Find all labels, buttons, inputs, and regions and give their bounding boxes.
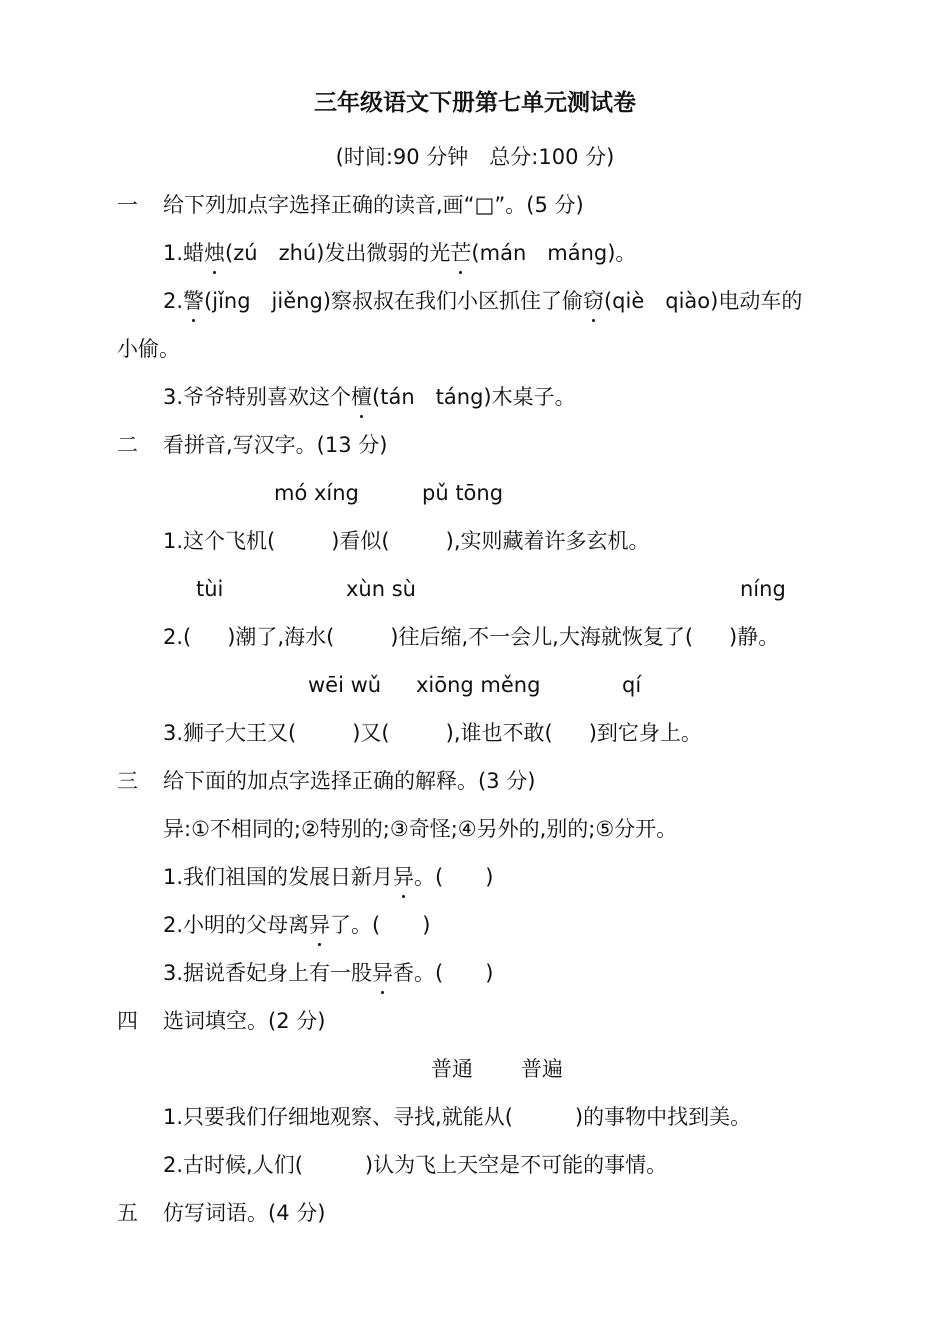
question-text: 2.小明的父母离 xyxy=(163,913,310,937)
section-instruction: 仿写词语。(4 分) xyxy=(163,1201,326,1225)
question-text: (mán máng)。 xyxy=(471,241,637,265)
question-text: )静。 xyxy=(729,625,780,649)
question-text: 小偷。 xyxy=(117,337,180,361)
dotted-character: 警 xyxy=(183,284,204,318)
dotted-character: 烛 xyxy=(204,236,225,270)
question-text: ),谁也不敢( xyxy=(445,721,553,745)
pinyin-prompt: xiōng měng xyxy=(416,673,541,697)
section-instruction: 给下列加点字选择正确的读音,画“□”。(5 分) xyxy=(163,193,584,217)
question-2-1 xyxy=(0,524,950,558)
section-number: 三 xyxy=(117,769,138,793)
question-text: 了。( ) xyxy=(330,913,431,937)
section-3-heading xyxy=(0,764,950,798)
dotted-character: 异 xyxy=(309,908,330,942)
question-4-2 xyxy=(0,1148,950,1182)
dotted-character: 异 xyxy=(393,860,414,894)
section-number: 二 xyxy=(117,433,138,457)
question-3-2 xyxy=(0,908,950,942)
question-1-2-continued xyxy=(0,332,950,366)
section-5-heading xyxy=(0,1196,950,1230)
question-text: )认为飞上天空是不可能的事情。 xyxy=(364,1153,668,1177)
question-1-2 xyxy=(0,284,950,318)
question-text: )到它身上。 xyxy=(588,721,702,745)
question-text: )的事物中找到美。 xyxy=(574,1105,752,1129)
question-text: 。( ) xyxy=(414,865,494,889)
question-text: 1.蜡 xyxy=(163,241,205,265)
section-2-heading xyxy=(0,428,950,462)
section-number: 五 xyxy=(117,1201,138,1225)
question-text: 2.古时候,人们( xyxy=(163,1153,303,1177)
word-choice: 普遍 xyxy=(521,1057,563,1081)
question-text: )往后缩,不一会儿,大海就恢复了( xyxy=(390,625,694,649)
dotted-character: 异 xyxy=(372,956,393,990)
section-instruction: 选词填空。(2 分) xyxy=(163,1009,326,1033)
pinyin-prompt: níng xyxy=(740,577,786,601)
question-text: (jǐng jiěng)察叔叔在我们小区抓住了偷 xyxy=(204,289,583,313)
question-text: 1.只要我们仔细地观察、寻找,就能从( xyxy=(163,1105,513,1129)
section-4-heading xyxy=(0,1004,950,1038)
pinyin-row-2 xyxy=(0,572,950,606)
question-text: 3.据说香妃身上有一股 xyxy=(163,961,373,985)
question-text: 3.狮子大王又( xyxy=(163,721,297,745)
section-number: 四 xyxy=(117,1009,138,1033)
definition-text: 异:①不相同的;②特别的;③奇怪;④另外的,别的;⑤分开。 xyxy=(163,817,678,841)
question-text: 1.这个飞机( xyxy=(163,529,276,553)
pinyin-prompt: mó xíng xyxy=(274,481,359,505)
section-instruction: 看拼音,写汉字。(13 分) xyxy=(163,433,388,457)
page-title: 三年级语文下册第七单元测试卷 xyxy=(314,90,636,116)
question-4-1 xyxy=(0,1100,950,1134)
question-1-3 xyxy=(0,380,950,414)
question-text: 香。( ) xyxy=(393,961,494,985)
question-2-2 xyxy=(0,620,950,654)
dotted-character: 芒 xyxy=(450,236,471,270)
question-text: (qiè qiào)电动车的 xyxy=(603,289,803,313)
question-text: (zú zhú)发出微弱的光 xyxy=(225,241,451,265)
question-text: 1.我们祖国的发展日新月 xyxy=(163,865,394,889)
dotted-character: 檀 xyxy=(351,380,372,414)
question-text: )看似( xyxy=(331,529,390,553)
word-choice: 普通 xyxy=(431,1057,473,1081)
question-1-1 xyxy=(0,236,950,270)
section-1-heading xyxy=(0,188,950,222)
question-text: )潮了,海水( xyxy=(227,625,335,649)
question-text: 2. xyxy=(163,289,184,313)
question-3-1 xyxy=(0,860,950,894)
pinyin-prompt: xùn sù xyxy=(346,577,416,601)
question-text: ),实则藏着许多玄机。 xyxy=(445,529,650,553)
section-number: 一 xyxy=(117,193,138,217)
pinyin-row-3 xyxy=(0,668,950,702)
section-instruction: 给下面的加点字选择正确的解释。(3 分) xyxy=(163,769,536,793)
dotted-character: 窃 xyxy=(583,284,604,318)
pinyin-prompt: qí xyxy=(622,673,642,697)
word-choices xyxy=(0,1052,950,1086)
pinyin-row-1 xyxy=(0,476,950,510)
pinyin-prompt: tùi xyxy=(196,577,224,601)
question-text: (tán táng)木桌子。 xyxy=(372,385,576,409)
pinyin-prompt: pǔ tōng xyxy=(422,481,504,505)
question-text: 3.爷爷特别喜欢这个 xyxy=(163,385,352,409)
question-3-3 xyxy=(0,956,950,990)
question-text: )又( xyxy=(352,721,390,745)
question-2-3 xyxy=(0,716,950,750)
definition-list xyxy=(0,812,950,846)
pinyin-prompt: wēi wǔ xyxy=(308,673,382,697)
exam-info: (时间:90 分钟 总分:100 分) xyxy=(335,145,615,169)
question-text: 2.( xyxy=(163,625,192,649)
